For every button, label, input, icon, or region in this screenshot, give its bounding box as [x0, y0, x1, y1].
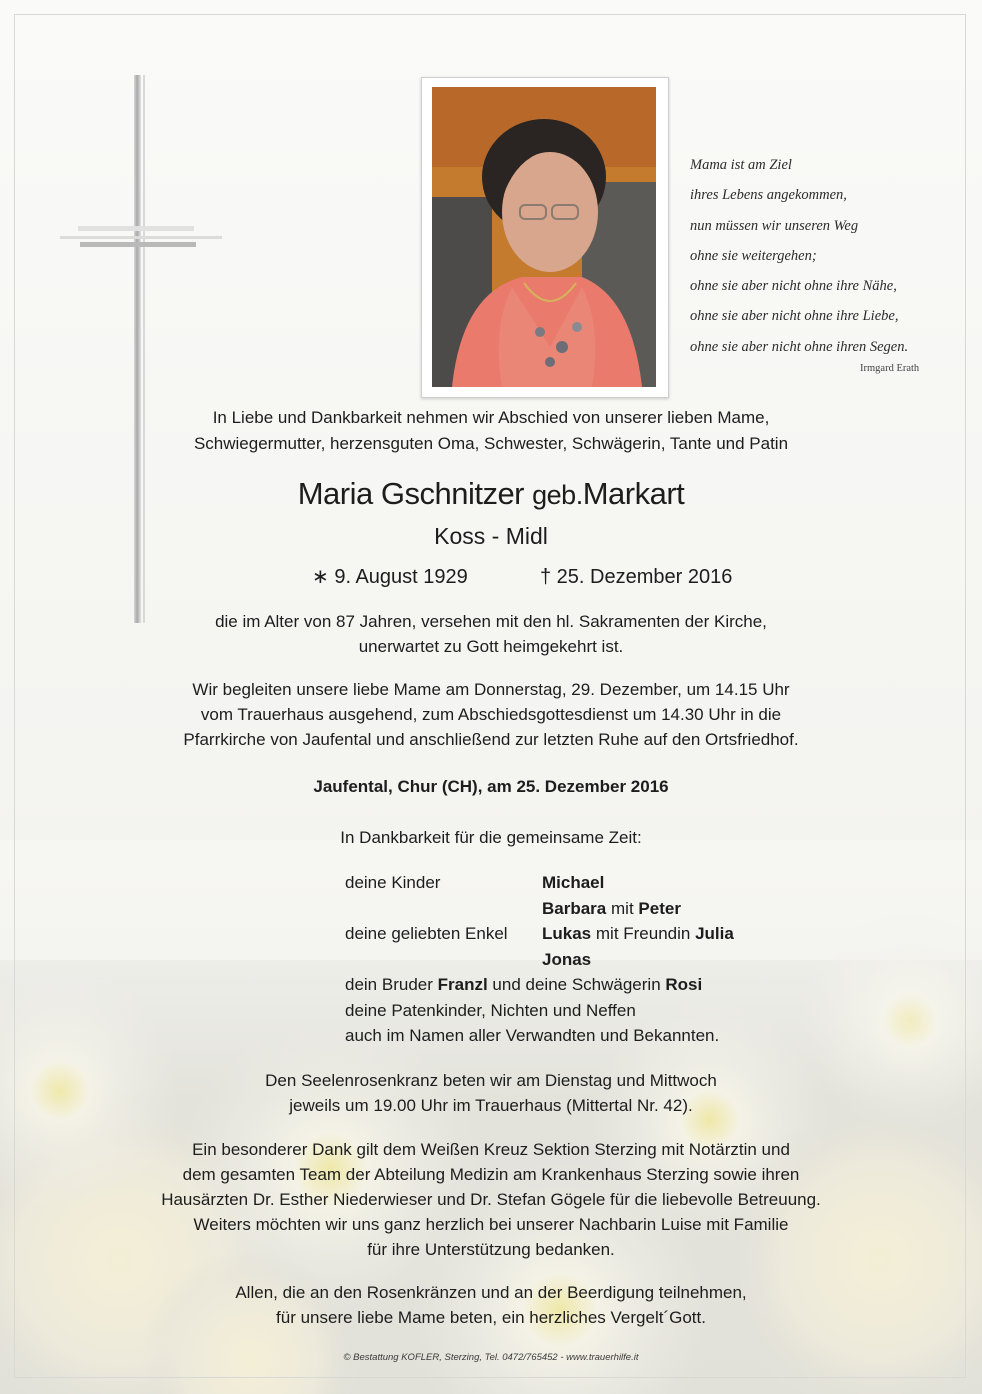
- poem: [690, 150, 950, 362]
- poem-line: ohne sie aber nicht ohne ihren Segen.: [690, 338, 909, 355]
- paragraph-line: Pfarrkirche von Jaufental und anschließend zur letzten Ruhe auf den Ortsfriedhof.: [183, 730, 799, 749]
- birth-date: ∗ 9. August 1929: [312, 566, 468, 588]
- closing-line: für unsere liebe Mame beten, ein herzliches Vergelt´Gott.: [276, 1308, 706, 1327]
- intro-line: In Liebe und Dankbarkeit nehmen wir Abschied von unserer lieben Mame,: [212, 408, 770, 427]
- deceased-name: [0, 474, 982, 515]
- family-grandchild-couple: Lukas mit Freundin Julia: [542, 924, 734, 943]
- family-child-couple: Barbara mit Peter: [542, 899, 681, 918]
- family-label-children: deine Kinder: [345, 873, 441, 892]
- family-grandchild: Jonas: [542, 950, 592, 969]
- deceased-alias: Koss - Midl: [434, 523, 548, 549]
- paragraph-line: Wir begleiten unsere liebe Mame am Donnerstag, 29. Dezember, um 14.15 Uhr: [192, 680, 790, 699]
- thanks-line: für ihre Unterstützung bedanken.: [367, 1240, 615, 1259]
- thanks-heading: In Dankbarkeit für die gemeinsame Zeit:: [340, 828, 642, 847]
- paragraph-line: unerwartet zu Gott heimgekehrt ist.: [358, 637, 624, 656]
- rosary-line: jeweils um 19.00 Uhr im Trauerhaus (Mittertal Nr. 42).: [289, 1096, 693, 1115]
- intro-line: Schwiegermutter, herzensguten Oma, Schwester, Schwägerin, Tante und Patin: [193, 434, 789, 453]
- footer-credit: © Bestattung KOFLER, Sterzing, Tel. 0472/765452 - www.trauerhilfe.it: [343, 1352, 639, 1363]
- poem-line: nun müssen wir unseren Weg: [690, 217, 859, 234]
- closing-line: Allen, die an den Rosenkränzen und an der Beerdigung teilnehmen,: [235, 1283, 747, 1302]
- thanks-line: Ein besonderer Dank gilt dem Weißen Kreuz Sektion Sterzing mit Notärztin und: [192, 1140, 790, 1159]
- death-date: † 25. Dezember 2016: [540, 566, 733, 588]
- poem-line: ohne sie aber nicht ohne ihre Nähe,: [690, 278, 897, 295]
- portrait-photo: [432, 87, 656, 387]
- family-relatives: auch im Namen aller Verwandten und Bekannten.: [345, 1026, 720, 1045]
- family-label-grandchildren: deine geliebten Enkel: [345, 924, 508, 943]
- thanks-line: dem gesamten Team der Abteilung Medizin am Krankenhaus Sterzing sowie ihren: [182, 1165, 800, 1184]
- paragraph-line: vom Trauerhaus ausgehend, zum Abschiedsgottesdienst um 14.30 Uhr in die: [200, 705, 782, 724]
- family-siblings: dein Bruder Franzl und deine Schwägerin Rosi: [345, 975, 703, 994]
- thanks-line: Hausärzten Dr. Esther Niederwieser und Dr. Stefan Gögele für die liebevolle Betreuung.: [161, 1190, 821, 1209]
- birth-name: Markart: [582, 476, 685, 511]
- family-child: Michael: [542, 873, 605, 892]
- thanks-line: Weiters möchten wir uns ganz herzlich bei unserer Nachbarin Luise mit Familie: [193, 1215, 789, 1234]
- place-date: Jaufental, Chur (CH), am 25. Dezember 2016: [313, 777, 669, 796]
- rosary-line: Den Seelenrosenkranz beten wir am Dienstag und Mittwoch: [265, 1071, 717, 1090]
- poem-line: ohne sie weitergehen;: [690, 247, 817, 264]
- first-name: Maria Gschnitzer: [297, 476, 525, 511]
- portrait-photo-frame: [421, 77, 669, 398]
- poem-line: ihres Lebens angekommen,: [690, 187, 847, 204]
- geb-label: geb.: [532, 480, 583, 510]
- paragraph-line: die im Alter von 87 Jahren, versehen mit den hl. Sakramenten der Kirche,: [215, 612, 767, 631]
- poem-author: Irmgard Erath: [860, 363, 920, 374]
- family-godchildren: deine Patenkinder, Nichten und Neffen: [345, 1001, 636, 1020]
- poem-line: Mama ist am Ziel: [690, 157, 792, 173]
- poem-line: ohne sie aber nicht ohne ihre Liebe,: [690, 308, 899, 325]
